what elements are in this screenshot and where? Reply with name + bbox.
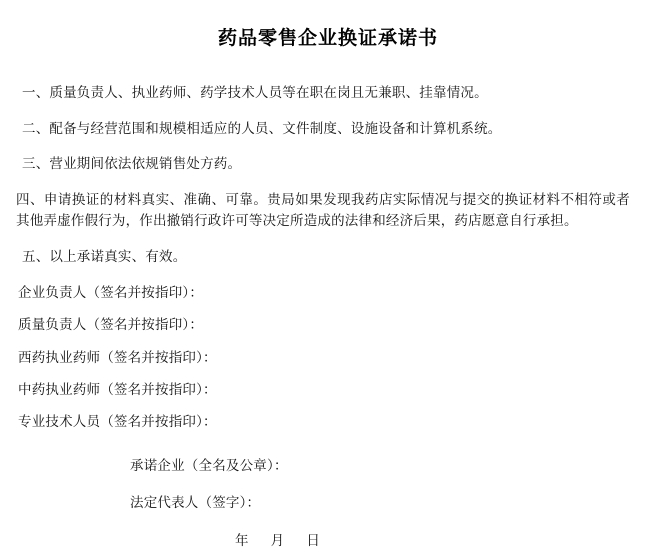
footer-legal-rep-line: 法定代表人（签字）： — [130, 494, 261, 510]
date-year-label: 年 — [235, 532, 249, 548]
footer-date-line — [130, 529, 656, 549]
footer-section — [0, 456, 656, 549]
signature-line-technical-staff: 专业技术人员（签名并按指印）： — [18, 414, 217, 430]
document-page — [0, 26, 656, 548]
signature-line-company-head: 企业负责人（签名并按指印）： — [18, 285, 204, 301]
clause-item-3: 三、营业期间依法依规销售处方药。 — [22, 156, 242, 172]
signature-line-western-pharmacist: 西药执业药师（签名并按指印）： — [18, 349, 217, 365]
clause-item-1: 一、质量负责人、执业药师、药学技术人员等在职在岗且无兼职、挂靠情况。 — [22, 84, 488, 100]
date-day-label: 日 — [306, 532, 321, 548]
date-month-label: 月 — [270, 532, 285, 548]
clause-item-5: 五、以上承诺真实、有效。 — [22, 249, 187, 265]
clause-item-2: 二、配备与经营范围和规模相适应的人员、文件制度、设施设备和计算机系统。 — [22, 120, 502, 136]
signature-section — [0, 283, 656, 432]
footer-company-line: 承诺企业（全名及公章）： — [130, 458, 288, 474]
signature-line-quality-head: 质量负责人（签名并按指印）： — [18, 317, 204, 333]
page-title: 药品零售企业换证承诺书 — [217, 28, 438, 49]
clause-item-4: 四、申请换证的材料真实、准确、可靠。贵局如果发现我药店实际情况与提交的换证材料不相符或者其他弄虚作假行为，作出撤销行政许可等决定所造成的法律和经济后果，药店愿意自行承担。 — [16, 192, 630, 229]
signature-line-chinese-pharmacist: 中药执业药师（签名并按指印）： — [18, 381, 217, 397]
clause-list — [0, 83, 656, 269]
